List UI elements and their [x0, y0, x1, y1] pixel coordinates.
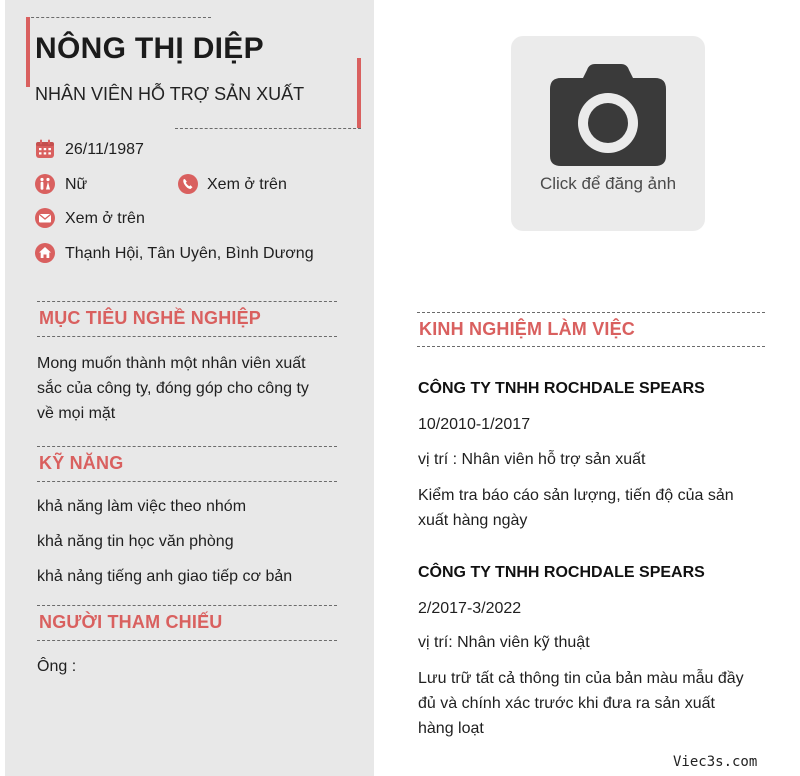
phone-text: Xem ở trên [207, 176, 287, 193]
objective-heading: MỤC TIÊU NGHỀ NGHIỆP [39, 308, 262, 328]
skills-heading: KỸ NĂNG [39, 453, 124, 473]
photo-upload-caption: Click để đăng ảnh [539, 174, 677, 193]
camera-icon [549, 64, 667, 168]
job-description-line: Kiểm tra báo cáo sản lượng, tiến độ của sản [418, 487, 734, 504]
header-accent-right [357, 58, 361, 128]
skills-bottom-divider [37, 481, 337, 482]
job-description-line: Lưu trữ tất cả thông tin của bản màu mẫu đầy [418, 670, 744, 687]
references-bottom-divider [37, 640, 337, 641]
header-accent-left [26, 17, 30, 87]
job-description [418, 666, 778, 741]
objective-text [37, 351, 337, 426]
objective-top-divider [37, 301, 337, 302]
skills-top-divider [37, 446, 337, 447]
job-description-line: xuất hàng ngày [418, 512, 528, 529]
calendar-icon [35, 139, 55, 159]
watermark: Viec3s.com [673, 754, 758, 770]
birthdate-text: 26/11/1987 [65, 141, 144, 158]
header-bottom-divider [175, 128, 361, 129]
objective-bottom-divider [37, 336, 337, 337]
experience-top-divider [417, 312, 765, 313]
gender-text: Nữ [65, 176, 88, 193]
job-description-line: hàng loạt [418, 720, 484, 737]
phone-icon [178, 174, 198, 194]
job-description-line: đủ và chính xác trước khi đưa ra sản xuất [418, 695, 715, 712]
objective-line: về mọi mặt [37, 405, 116, 422]
job-period: 2/2017-3/2022 [418, 600, 522, 617]
references-text: Ông : [37, 658, 77, 675]
job-position: vị trí: Nhân viên kỹ thuật [418, 634, 590, 651]
skill-item: khả năng tin học văn phòng [37, 533, 234, 550]
candidate-name: NÔNG THỊ DIỆP [35, 32, 264, 65]
home-icon [35, 243, 55, 263]
address-text: Thạnh Hội, Tân Uyên, Bình Dương [65, 245, 314, 262]
experience-bottom-divider [417, 346, 765, 347]
email-text: Xem ở trên [65, 210, 145, 227]
candidate-job-title: NHÂN VIÊN HỖ TRỢ SẢN XUẤT [35, 84, 305, 104]
job-company: CÔNG TY TNHH ROCHDALE SPEARS [418, 564, 705, 581]
job-position: vị trí : Nhân viên hỗ trợ sản xuất [418, 451, 646, 468]
references-top-divider [37, 605, 337, 606]
objective-line: sắc của công ty, đóng góp cho công ty [37, 380, 309, 397]
gender-icon [35, 174, 55, 194]
skill-item: khả năng làm việc theo nhóm [37, 498, 247, 515]
references-heading: NGƯỜI THAM CHIẾU [39, 612, 223, 632]
skill-item: khả nảng tiếng anh giao tiếp cơ bản [37, 568, 293, 585]
header-top-divider [26, 17, 211, 18]
job-period: 10/2010-1/2017 [418, 416, 531, 433]
photo-upload-box[interactable] [511, 36, 705, 231]
experience-heading: KINH NGHIỆM LÀM VIỆC [419, 319, 636, 339]
job-description [418, 483, 768, 533]
job-company: CÔNG TY TNHH ROCHDALE SPEARS [418, 380, 705, 397]
email-icon [35, 208, 55, 228]
objective-line: Mong muốn thành một nhân viên xuất [37, 355, 306, 372]
